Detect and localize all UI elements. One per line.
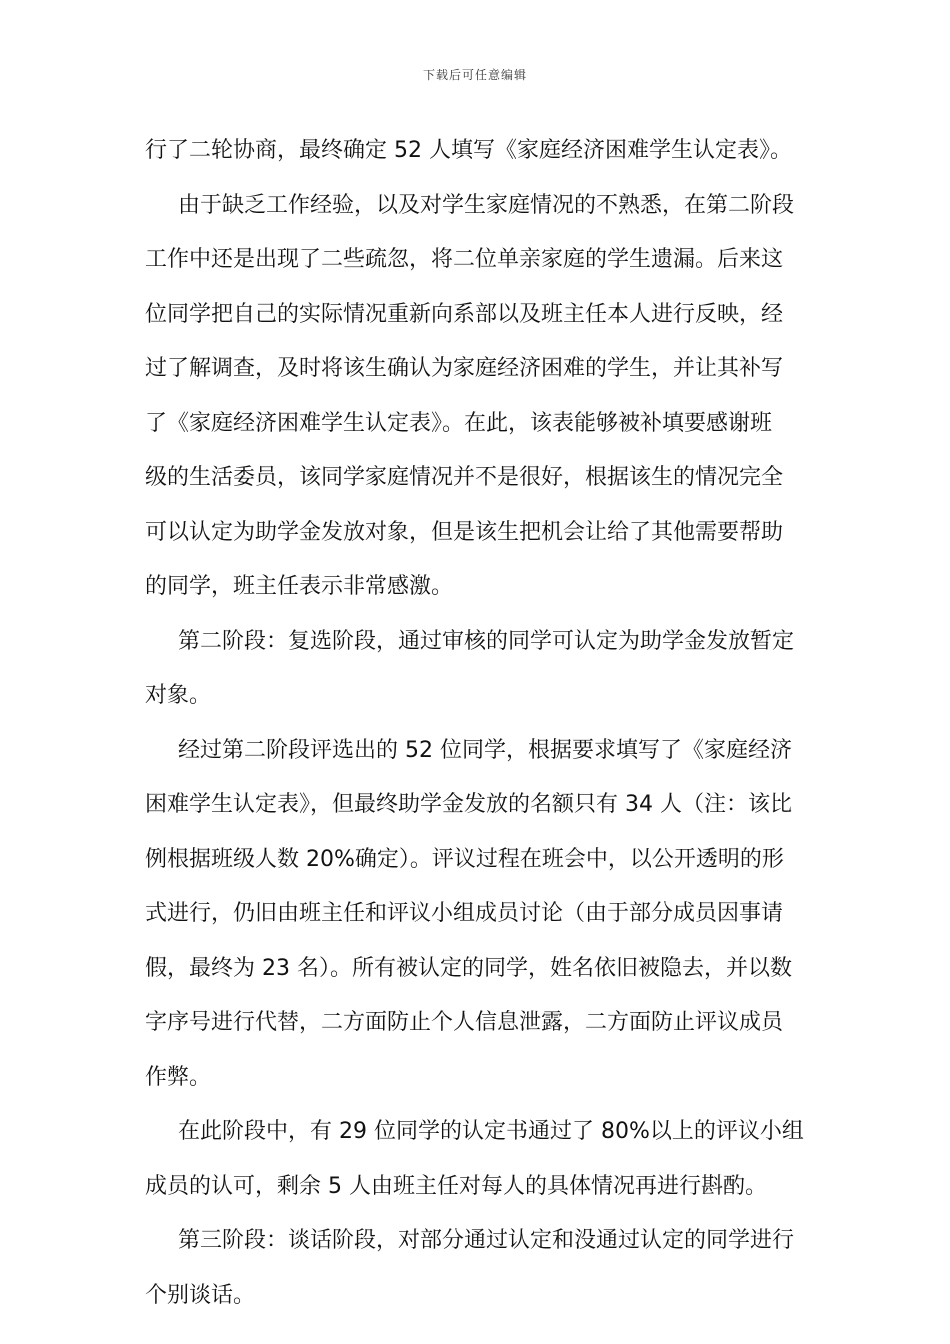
- text-line: 由于缺乏工作经验，以及对学生家庭情况的不熟悉，在第二阶段: [178, 192, 795, 218]
- text-line: 了《家庭经济困难学生认定表》。在此，该表能够被补填要感谢班: [145, 410, 773, 436]
- text-line: 第二阶段：复选阶段，通过审核的同学可认定为助学金发放暂定: [178, 628, 795, 654]
- paragraph: [145, 724, 807, 1106]
- text-line: 成员的认可，剩余 5 人由班主任对每人的具体情况再进行斟酌。: [145, 1173, 767, 1199]
- text-line: 式进行，仍旧由班主任和评议小组成员讨论（由于部分成员因事请: [145, 901, 784, 926]
- paragraph: [145, 1105, 807, 1214]
- text-line: 字序号进行代替，二方面防止个人信息泄露，二方面防止评议成员: [145, 1010, 784, 1035]
- text-line: 位同学把自己的实际情况重新向系部以及班主任本人进行反映，经: [145, 301, 784, 327]
- text-line: 行了二轮协商，最终确定 52 人填写《家庭经济困难学生认定表》。: [145, 138, 792, 163]
- text-line: 对象。: [145, 683, 212, 708]
- text-line: 工作中还是出现了二些疏忽，将二位单亲家庭的学生遗漏。后来这: [145, 247, 784, 272]
- text-line: 个别谈话。: [145, 1282, 256, 1308]
- text-line: 困难学生认定表》，但最终助学金发放的名额只有 34 人（注：该比: [145, 792, 792, 817]
- text-line: 级的生活委员，该同学家庭情况并不是很好，根据该生的情况完全: [145, 465, 784, 490]
- text-line: 作弊。: [145, 1064, 212, 1090]
- text-line: 在此阶段中，有 29 位同学的认定书通过了 80%以上的评议小组: [178, 1119, 804, 1144]
- header-note: 下载后可任意编辑: [422, 68, 527, 82]
- text-line: 可以认定为助学金发放对象，但是该生把机会让给了其他需要帮助: [145, 519, 784, 545]
- text-line: 过了解调查，及时将该生确认为家庭经济困难的学生，并让其补写: [145, 356, 784, 381]
- text-line: 的同学，班主任表示非常感激。: [145, 574, 454, 599]
- text-line: 例根据班级人数 20%确定）。评议过程在班会中，以公开透明的形: [145, 846, 784, 872]
- text-line: 第三阶段：谈话阶段，对部分通过认定和没通过认定的同学进行: [178, 1228, 795, 1253]
- paragraph: [145, 1214, 807, 1323]
- text-line: 经过第二阶段评选出的 52 位同学，根据要求填写了《家庭经济: [178, 737, 792, 763]
- text-line: 假，最终为 23 名）。所有被认定的同学，姓名依旧被隐去，并以数: [145, 955, 792, 981]
- document-body: [145, 124, 807, 1323]
- paragraph: [145, 615, 807, 724]
- paragraph: [145, 179, 807, 615]
- paragraph: [145, 124, 807, 179]
